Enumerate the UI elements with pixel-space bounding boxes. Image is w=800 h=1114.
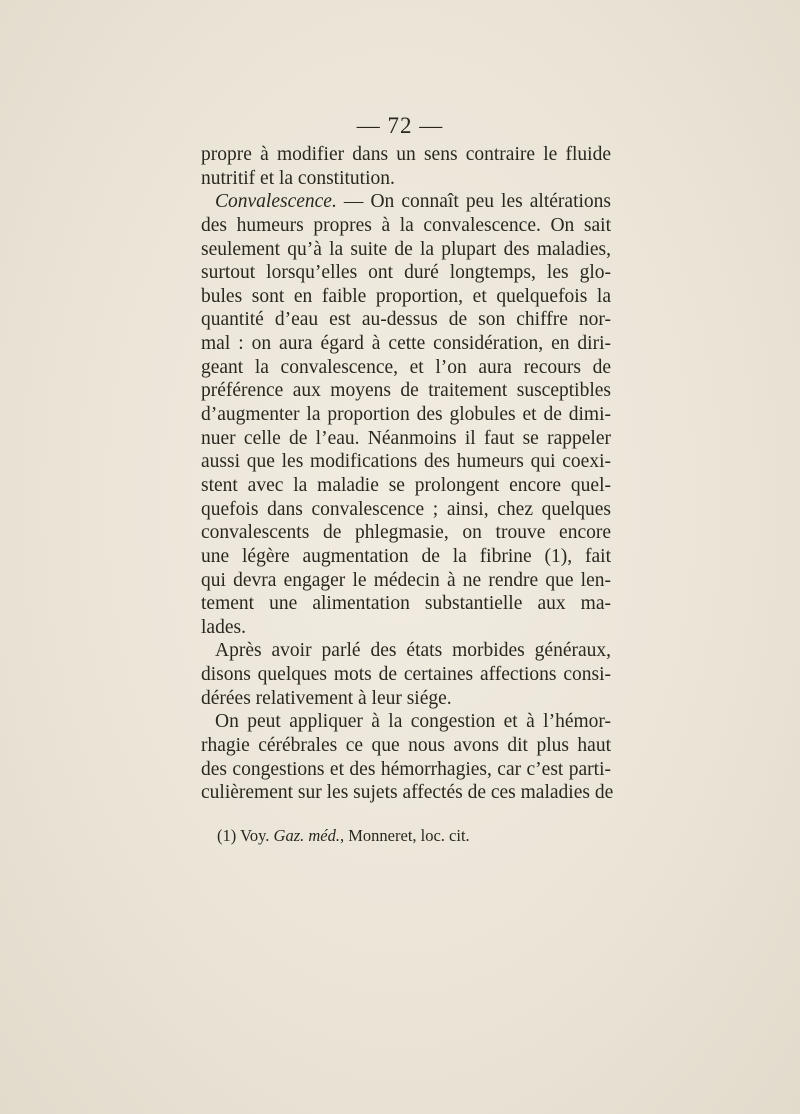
text-line: tement une alimentation substantielle aux ma- (201, 593, 611, 615)
text-line: une légère augmentation de la fibrine (1), fait (201, 545, 611, 567)
body-text (201, 143, 614, 805)
text-line: convalescents de phlegmasie, on trouve encore (201, 522, 611, 544)
text-line: mal : on aura égard à cette considération, en diri- (201, 333, 611, 355)
text-line: Convalescence. — On connaît peu les altérations (215, 191, 611, 213)
text-line: seulement qu’à la suite de la plupart des maladies, (201, 238, 611, 260)
text-line: quefois dans convalescence ; ainsi, chez quelques (201, 498, 611, 520)
text-line: d’augmenter la proportion des globules et de dimi- (201, 404, 611, 426)
page-number: — 72 — (356, 113, 444, 138)
footnote-pre: Voy. (240, 826, 270, 845)
text-line: surtout lorsqu’elles ont duré longtemps, les glo- (201, 262, 611, 284)
footnote-marker: (1) (217, 826, 237, 845)
footnote-journal: Gaz. méd. (273, 826, 340, 845)
text-line: On peut appliquer à la congestion et à l’hémor- (215, 711, 611, 733)
text-line: nutritif et la constitution. (201, 167, 395, 189)
text-line: Après avoir parlé des états morbides généraux, (215, 640, 611, 662)
text-line: rhagie cérébrales ce que nous avons dit plus haut (201, 735, 611, 757)
text-line: des congestions et des hémorrhagies, car c’est parti- (201, 758, 611, 780)
text-line: culièrement sur les sujets affectés de ces maladies de (201, 782, 614, 804)
text-line: qui devra engager le médecin à ne rendre que len- (201, 569, 611, 591)
footnote-post: , Monneret, loc. cit. (340, 826, 470, 845)
text-line: lades. (201, 616, 246, 638)
text-line: quantité d’eau est au-dessus de son chiffre nor- (201, 309, 611, 331)
text-line: stent avec la maladie se prolongent encore quel- (201, 474, 611, 496)
text-line: des humeurs propres à la convalescence. On sait (201, 214, 611, 236)
text-line: disons quelques mots de certaines affections consi- (201, 664, 611, 686)
text-line: nuer celle de l’eau. Néanmoins il faut se rappeler (201, 427, 611, 449)
text-line: geant la convalescence, et l’on aura recours de (201, 356, 611, 378)
text-line: préférence aux moyens de traitement susceptibles (201, 380, 611, 402)
text-line: propre à modifier dans un sens contraire le fluide (201, 144, 611, 165)
text-line: aussi que les modifications des humeurs qui coexi- (201, 451, 611, 473)
text-line: dérées relativement à leur siége. (201, 687, 452, 709)
section-heading: Convalescence. (215, 191, 337, 213)
text-line: bules sont en faible proportion, et quelquefois la (201, 285, 611, 307)
footnote (217, 826, 612, 846)
